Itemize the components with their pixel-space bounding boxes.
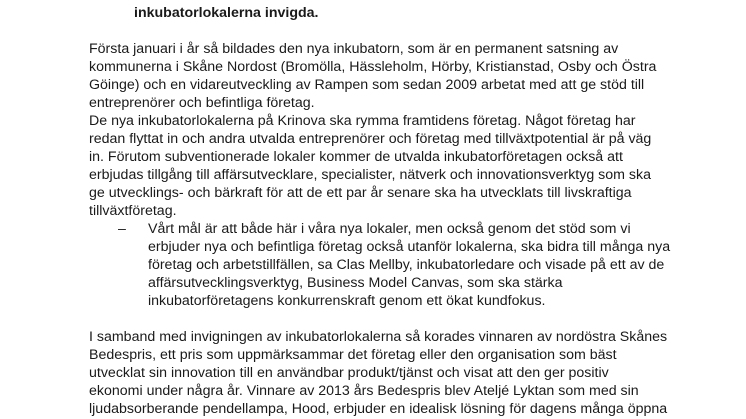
p3-line-1: I samband med invigningen av inkubatorlokalerna så korades vinnaren av nordöstra Skånes bbox=[89, 329, 668, 345]
quote-line-4: affärsutvecklingsverktyg, Business Model Canvas, som ska stärka bbox=[148, 275, 563, 291]
p2-line-5: ge utvecklings- och bärkraft för att de ett par år senare ska ha utvecklats till livskraftiga bbox=[89, 185, 632, 201]
p1-line-1: Första januari i år så bildades den nya inkubatorn, som är en permanent satsning av bbox=[89, 41, 619, 57]
quote-line-1: Vårt mål är att både här i våra nya lokaler, men också genom det stöd som vi bbox=[148, 221, 631, 237]
p3-line-2: Bedespris, ett pris som uppmärksammar det företag eller den organisation som bäst bbox=[89, 347, 617, 363]
p3-line-4: ekonomi under några år. Vinnare av 2013 års Bedespris blev Ateljé Lyktan som med sin bbox=[89, 383, 639, 399]
p1-line-3: Göinge) och en vidareutveckling av Rampen som sedan 2009 arbetat med att ge stöd till bbox=[89, 77, 645, 93]
p3-line-3: utvecklat sin innovation till en användbar produkt/tjänst och visat att den ger positiv bbox=[89, 365, 609, 381]
p2-line-3: in. Förutom subventionerade lokaler kommer de utvalda inkubatorföretagen också att bbox=[89, 149, 623, 165]
heading-tail: inkubatorlokalerna invigda. bbox=[134, 5, 319, 21]
quote-line-5: inkubatorföretagens konkurrenskraft genom ett ökat kundfokus. bbox=[148, 293, 546, 309]
p3-line-5: ljudabsorberande pendellampa, Hood, erbjuder en idealisk lösning för dagens många öppna bbox=[89, 401, 668, 417]
p1-line-2: kommunerna i Skåne Nordost (Bromölla, Hässleholm, Hörby, Kristianstad, Osby och Östra bbox=[89, 59, 657, 75]
p2-line-4: erbjudas tillgång till affärsutvecklare, specialister, nätverk och innovationsverktyg som ska bbox=[89, 167, 651, 183]
p1-line-4: entreprenörer och befintliga företag. bbox=[89, 95, 315, 111]
p2-line-1: De nya inkubatorlokalerna på Krinova ska rymma framtidens företag. Något företag har bbox=[89, 113, 636, 129]
quote-line-2: erbjuder nya och befintliga företag också utanför lokalerna, ska bidra till många nya bbox=[148, 239, 671, 255]
quote-line-3: företag och arbetstillfällen, sa Clas Mellby, inkubatorledare och visade på ett av de bbox=[148, 257, 665, 273]
bullet-dash: – bbox=[118, 221, 126, 237]
p2-line-6: tillväxtföretag. bbox=[89, 203, 177, 219]
p2-line-2: redan flyttat in och andra utvalda entreprenörer och företag med tillväxtpotential är på väg bbox=[89, 131, 652, 147]
